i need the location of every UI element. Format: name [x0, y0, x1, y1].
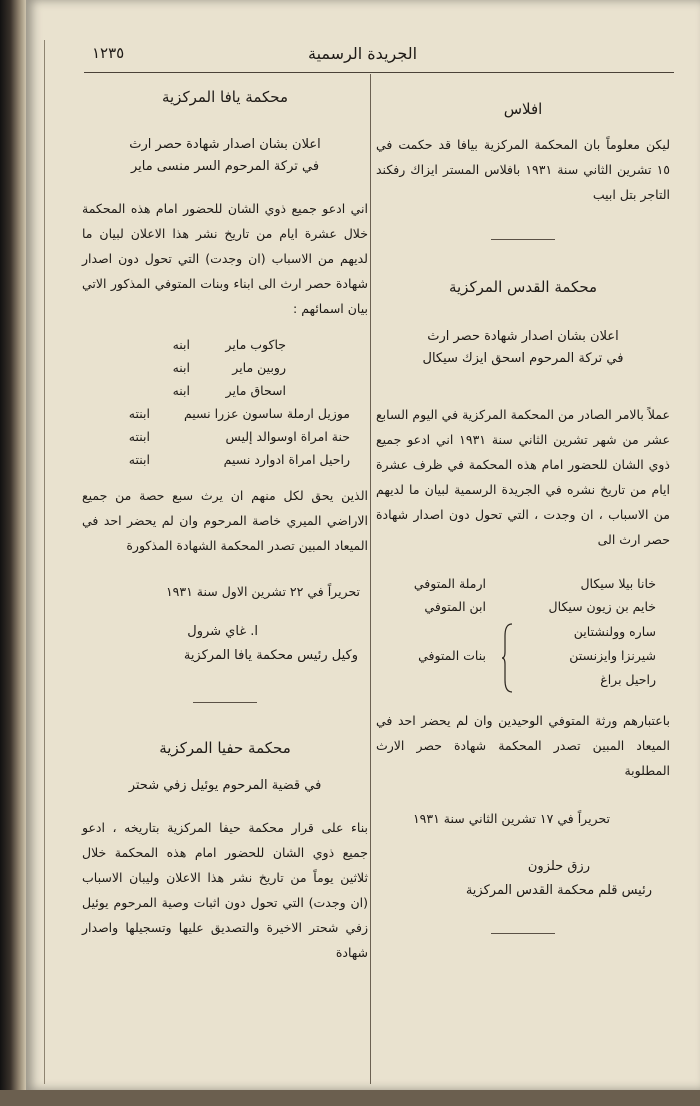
jerusalem-signatory: رزق حلزون: [527, 859, 590, 874]
list-item: [82, 425, 350, 448]
list-item: [82, 402, 350, 425]
jaffa-notice-body: اني ادعو جميع ذوي الشان للحضور امام هذه المحكمة خلال عشرة ايام من تاريخ نشر هذا الاعلان لبيان ما لديهم من الاسباب (ان وجدت) التي تحول دون اصدار شهادة حصر ارث الى ابناء وبنات المتوفي المذكور الاتي بيان اسمائهم :: [82, 201, 368, 316]
list-item: [396, 572, 656, 595]
heir-relation: ابن المتوفي: [424, 599, 486, 614]
jerusalem-heirs-list: [376, 572, 656, 692]
section-separator: [491, 933, 555, 934]
list-item: [396, 644, 656, 667]
jaffa-court-title: محكمة يافا المركزية: [161, 88, 289, 106]
jerusalem-signatory-title: رئيس قلم محكمة القدس المركزية: [465, 883, 652, 898]
jaffa-signatory-title: وكيل رئيس محكمة يافا المركزية: [183, 648, 358, 663]
jaffa-notice-closing: الذين يحق لكل منهم ان يرث سبع حصة من جميع الاراضي الميري خاصة المرحوم وان لم يحضر احد في الميعاد المبين تصدر المحكمة الشهادة المذكورة: [82, 488, 368, 553]
jaffa-heirs-list: [82, 333, 350, 471]
gazette-title: الجريدة الرسمية: [308, 44, 418, 63]
heir-relation: ابنته: [128, 406, 150, 421]
list-item: [82, 356, 350, 379]
heir-name: حنة امراة اوسوالد إليس: [225, 429, 350, 444]
heir-relation: ابنته: [128, 452, 150, 467]
list-item: [396, 668, 656, 691]
heir-relation: ابنه: [172, 337, 190, 352]
list-item: [82, 333, 350, 356]
heir-relation: ابنه: [172, 383, 190, 398]
left-column: [82, 88, 368, 965]
page-number: ١٢٣٥: [92, 44, 125, 62]
jaffa-notice-heading: اعلان بشان اصدار شهادة حصر ارث: [129, 137, 321, 152]
bankruptcy-body: ليكن معلوماً بان المحكمة المركزية بيافا قد حكمت في ١٥ تشرين الثاني سنة ١٩٣١ بافلاس المستر ايزاك رفكند التاجر بتل ابيب: [376, 137, 670, 202]
haifa-court-title: محكمة حفيا المركزية: [159, 739, 291, 757]
jerusalem-notice-heading: اعلان بشان اصدار شهادة حصر ارث: [427, 329, 619, 344]
right-column: [376, 88, 670, 934]
jerusalem-court-title: محكمة القدس المركزية: [448, 278, 598, 296]
jerusalem-notice-body: عملاً بالامر الصادر من المحكمة المركزية في اليوم السابع عشر من شهر تشرين الثاني سنة ١٩٣١ اني ادعو جميع ذوي الشان للحضور امام هذه المحكمة في ظرف عشرة ايام من تاريخ نشره في الجريدة الرسمية لبيان ما لديهم من الاسباب ، ان وجدت ، التي تحول دون اصدار شهادة حصر ارث الى: [376, 407, 670, 547]
jaffa-date: تحريراً في ٢٢ تشرين الاول سنة ١٩٣١: [165, 584, 360, 599]
jerusalem-notice-closing: باعتبارهم ورثة المتوفي الوحيدين وان لم يحضر احد في الميعاد المبين تصدر المحكمة شهادة حصر الارث المطلوبة: [376, 713, 670, 778]
heir-name: شيرنزا وايزنستن: [569, 648, 656, 663]
heir-name: جاكوب ماير: [225, 337, 286, 352]
heir-name: اسحاق ماير: [225, 383, 286, 398]
jerusalem-notice-estate: في تركة المرحوم اسحق ايزك سيكال: [422, 351, 624, 366]
heir-name: راحيل براغ: [600, 672, 656, 687]
jaffa-notice-estate: في تركة المرحوم السر منسى ماير: [130, 159, 320, 174]
heir-name: خايم بن زيون سيكال: [548, 599, 656, 614]
heir-name: موزيل ارملة ساسون عزرا نسيم: [183, 406, 350, 421]
heir-name: ساره وولنشتاين: [573, 624, 656, 639]
bankruptcy-title: افلاس: [503, 100, 543, 118]
jerusalem-date: تحريراً في ١٧ تشرين الثاني سنة ١٩٣١: [412, 811, 610, 826]
book-spine-edge: [0, 0, 26, 1106]
list-item: [396, 595, 656, 618]
column-divider: [370, 74, 371, 1084]
haifa-notice-estate: في قضية المرحوم يوئيل زفي شحتر: [128, 778, 322, 793]
list-item: [396, 620, 656, 643]
heir-name: راحيل امراة ادوارد نسيم: [223, 452, 350, 467]
heir-relation: ارملة المتوفي: [413, 576, 486, 591]
heir-relation: ابنه: [172, 360, 190, 375]
brace-icon: [502, 622, 516, 694]
jaffa-signatory: ا. غاي شرول: [187, 624, 258, 639]
page-bottom-edge: [0, 1090, 700, 1106]
header-rule: [84, 72, 674, 73]
heir-name: خانا بيلا سيكال: [580, 576, 656, 591]
list-item: [82, 448, 350, 471]
heir-name: روبين ماير: [232, 360, 286, 375]
list-item: [82, 379, 350, 402]
heir-relation: بنات المتوفي: [418, 648, 486, 663]
heir-relation: ابنته: [128, 429, 150, 444]
haifa-notice-body: بناء على قرار محكمة حيفا المركزية بتاريخه ، ادعو جميع ذوي الشان للحضور امام هذه المحكمة خلال ثلاثين يوماً من تاريخ نشر هذا الاعلان وليبان الاسباب (ان وجدت) التي تحول دون اثبات وصية المرحوم يوئيل زفي شحتر الاخيرة والتصديق عليها وتسجيلها واصدار شهادة: [82, 820, 368, 960]
